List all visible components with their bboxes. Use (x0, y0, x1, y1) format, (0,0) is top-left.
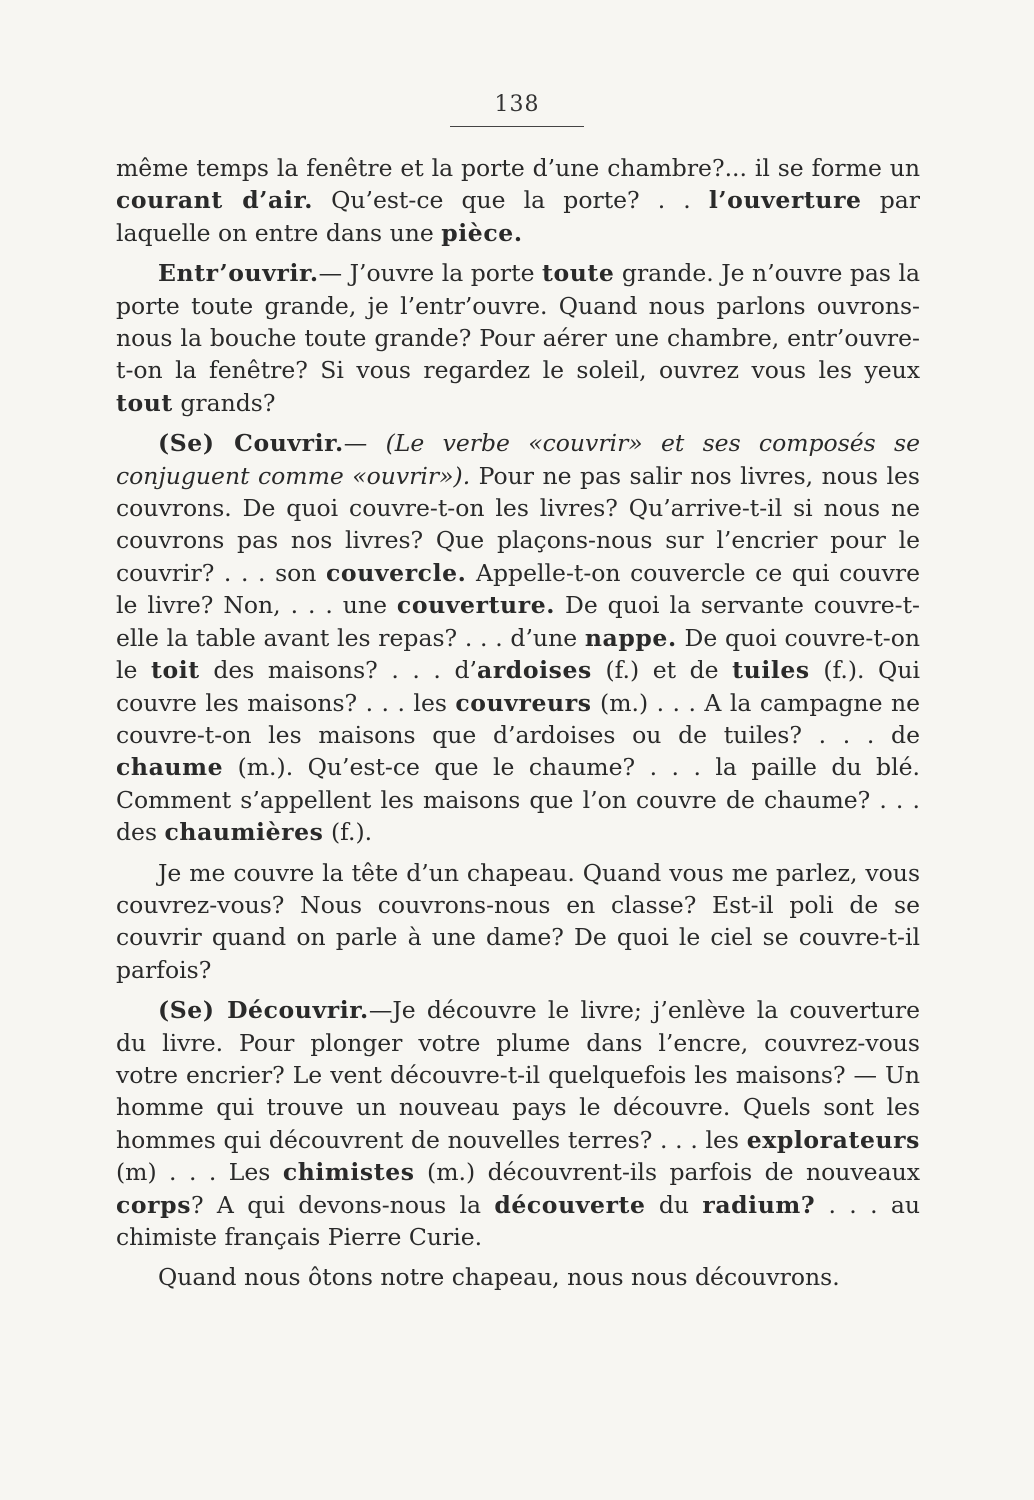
text-run: Qu’est-ce que la porte? . . (313, 186, 709, 215)
term-chaumieres: chaumières (164, 818, 324, 847)
text-run: des maisons? . . . d’ (199, 656, 477, 685)
italic-note: (Le verbe «couvrir» et ses composés se conjuguent comme «ouvrir»). (116, 429, 920, 490)
term-courant-d-air: courant d’air. (116, 186, 313, 215)
header-rule (450, 126, 584, 127)
body-text (116, 152, 920, 1302)
term-radium: radium? (702, 1190, 816, 1219)
paragraph-chapeau (116, 857, 920, 987)
text-run: (f.). Qui couvre les maisons? . . . les (116, 656, 920, 717)
page-number: 138 (494, 92, 540, 117)
paragraph-entrouvrir (116, 257, 920, 419)
text-run: (m.). Qu’est-ce que le chaume? . . . la paille du blé. Comment s’appellent les maisons que l’on couvre de chaume? . . . des (116, 753, 920, 847)
heading-entrouvrir: Entr’ouvrir. (158, 259, 319, 288)
text-run: — (343, 429, 386, 458)
term-couvercle: couvercle. (326, 558, 467, 587)
text-run: par laquelle on entre dans une (116, 186, 920, 247)
term-decouverte: découverte (494, 1190, 646, 1219)
term-couvreurs: couvreurs (455, 688, 592, 717)
term-toit: toit (151, 656, 200, 685)
term-toute: toute (541, 259, 615, 288)
paragraph-couvrir (116, 427, 920, 848)
text-run: Pour ne pas salir nos livres, nous les couvrons. De quoi couvre-t-on les livres? Qu’arrive-t-il si nous ne couvrons pas nos livres? Que plaçons-nous sur l’encrier pour le couvrir? . . . son (116, 461, 920, 587)
text-run: De quoi la servante couvre-t-elle la table avant les repas? . . . d’une (116, 591, 920, 652)
term-ouverture: l’ouverture (708, 186, 862, 215)
text-run: ? A qui devons-nous la (191, 1190, 495, 1219)
heading-decouvrir: (Se) Découvrir. (158, 996, 369, 1025)
term-couverture: couverture. (396, 591, 556, 620)
text-run: Appelle-t-on couvercle ce qui couvre le livre? Non, . . . une (116, 558, 920, 620)
text-run: Je me couvre la tête d’un chapeau. Quand vous me parlez, vous couvrez-vous? Nous couvrons-nous en classe? Est-il poli de se couvrir quand on parle à une dame? De quoi le ciel se couvre-t-il parfois? (116, 858, 920, 984)
paragraph-continuation (116, 152, 920, 249)
text-run: du (645, 1190, 703, 1219)
term-tuiles: tuiles (732, 656, 810, 685)
term-chaume: chaume (116, 753, 224, 782)
text-run: Quand nous ôtons notre chapeau, nous nous découvrons. (158, 1263, 840, 1292)
text-run: (f.) et de (591, 656, 733, 685)
text-run: (m.) . . . A la campagne ne couvre-t-on les maisons que d’ardoises ou de tuiles? . . . de (116, 688, 920, 749)
text-run: (m) . . . Les (116, 1158, 283, 1187)
text-run: (m.) découvrent-ils parfois de nouveaux (414, 1158, 920, 1187)
text-run: grands? (172, 388, 276, 417)
paragraph-final (116, 1261, 920, 1293)
term-corps: corps (116, 1190, 192, 1219)
text-run: (f.). (323, 818, 373, 847)
text-run: . . . au chimiste français Pierre Curie. (116, 1190, 920, 1251)
text-run: grande. Je n’ouvre pas la porte toute grande, je l’entr’ouvre. Quand nous parlons ouvrons-nous la bouche toute grande? Pour aérer une chambre, entr’ouvre-t-on la fenêtre? Si vous regardez le soleil, ouvrez vous les yeux (116, 259, 920, 385)
term-chimistes: chimistes (282, 1158, 415, 1187)
text-run: même temps la fenêtre et la porte d’une chambre?... il se forme un (116, 154, 920, 182)
term-nappe: nappe. (584, 623, 677, 652)
heading-couvrir: (Se) Couvrir. (158, 429, 344, 458)
text-run: — J’ouvre la porte (318, 259, 542, 288)
term-ardoises: ardoises (477, 656, 592, 685)
text-run: —Je découvre le livre; j’enlève la couverture du livre. Pour plonger votre plume dans l’encre, couvrez-vous votre encrier? Le vent découvre-t-il quelquefois les maisons? — Un homme qui trouve un nouveau pays le découvre. Quels sont les hommes qui découvrent de nouvelles terres? . . . les (116, 996, 920, 1154)
text-run: De quoi couvre-t-on le (116, 623, 920, 685)
term-piece: pièce. (441, 218, 523, 247)
term-explorateurs: explorateurs (746, 1125, 920, 1154)
term-tout: tout (116, 388, 173, 417)
paragraph-decouvrir (116, 994, 920, 1253)
